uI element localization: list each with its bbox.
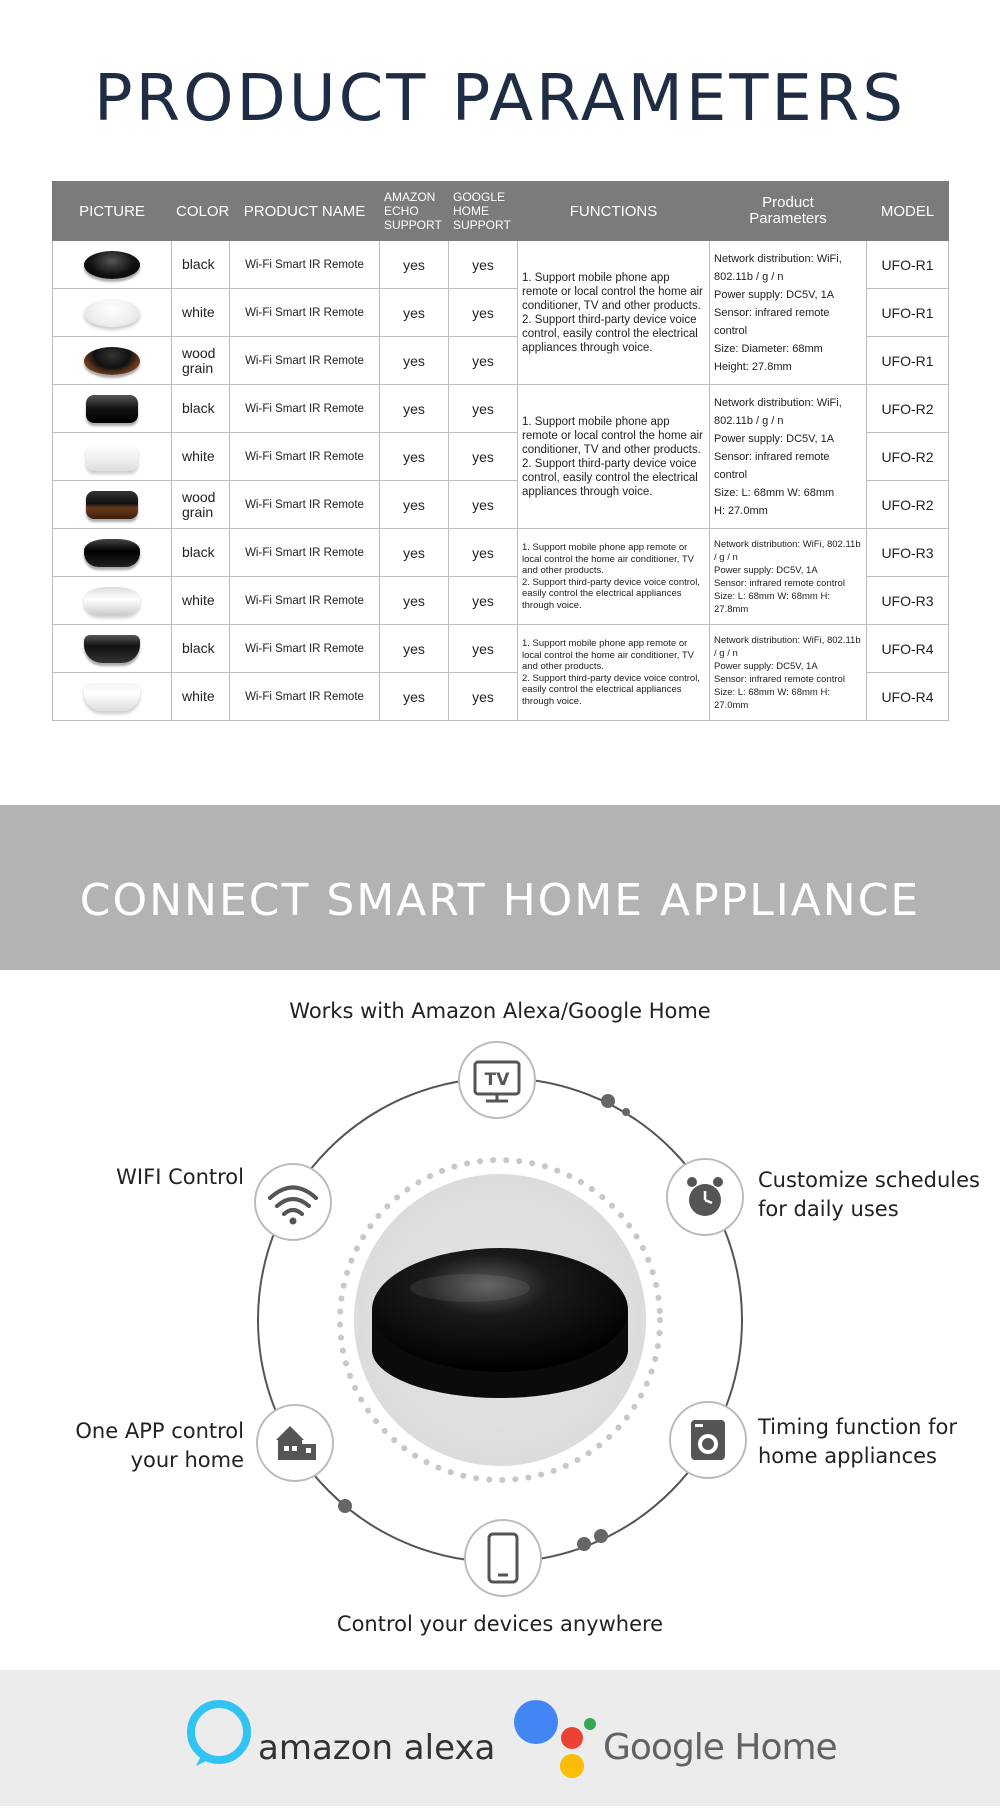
product-picture xyxy=(53,625,172,673)
model-cell: UFO-R1 xyxy=(867,241,949,289)
parameter-item: Network distribution: WiFi, 802.11b / g / n xyxy=(714,252,842,283)
parameter-item: Sensor: infrared remote control xyxy=(714,673,845,685)
device-wood-square-image xyxy=(86,491,138,519)
color-cell: white xyxy=(172,289,230,337)
function-item: 2. Support third-party device voice control, easily control the electrical appliances through voice. xyxy=(522,576,700,611)
device-black-bowl-image xyxy=(84,635,140,663)
product-picture xyxy=(53,673,172,721)
table-header-row xyxy=(53,182,949,241)
device-wood-round-image xyxy=(84,347,140,375)
alarm-clock-icon xyxy=(667,1159,743,1235)
device-white-bowl-image xyxy=(84,683,140,711)
feature-wifi-control: WIFI Control xyxy=(116,1165,244,1189)
parameter-item: Sensor: infrared remote control xyxy=(714,306,830,337)
functions-cell xyxy=(518,529,710,625)
feature-line: for daily uses xyxy=(758,1197,899,1221)
product-name-cell: Wi-Fi Smart IR Remote xyxy=(230,673,380,721)
parameter-item: Size: L: 68mm W: 68mm H: 27.0mm xyxy=(714,686,830,711)
table-row xyxy=(53,625,949,673)
device-white-square-image xyxy=(86,443,138,471)
echo-support-cell: yes xyxy=(380,529,449,577)
parameters-table xyxy=(52,181,949,721)
functions-cell xyxy=(518,625,710,721)
partner-logos-bar xyxy=(0,1670,1000,1806)
product-picture xyxy=(53,241,172,289)
echo-support-cell: yes xyxy=(380,241,449,289)
function-item: 2. Support third-party device voice control, easily control the electrical appliances through voice. xyxy=(522,313,698,354)
echo-support-cell: yes xyxy=(380,481,449,529)
function-item: 1. Support mobile phone app remote or local control the home air conditioner, TV and other products. xyxy=(522,638,694,672)
functions-cell xyxy=(518,241,710,385)
feature-line: One APP control xyxy=(75,1419,244,1443)
echo-support-cell: yes xyxy=(380,337,449,385)
header-product-name: PRODUCT NAME xyxy=(230,182,380,241)
product-name-cell: Wi-Fi Smart IR Remote xyxy=(230,481,380,529)
device-black-square-image xyxy=(86,395,138,423)
feature-schedules xyxy=(758,1166,998,1224)
product-name-cell: Wi-Fi Smart IR Remote xyxy=(230,337,380,385)
feature-bottom-label: Control your devices anywhere xyxy=(336,1612,664,1636)
table-row xyxy=(53,385,949,433)
echo-support-cell: yes xyxy=(380,625,449,673)
product-picture xyxy=(53,481,172,529)
feature-diagram xyxy=(0,970,1000,1670)
product-name-cell: Wi-Fi Smart IR Remote xyxy=(230,241,380,289)
color-cell: black xyxy=(172,529,230,577)
functions-cell xyxy=(518,385,710,529)
color-cell: wood grain xyxy=(172,337,230,385)
parameter-item: Height: 27.8mm xyxy=(714,360,792,373)
google-support-cell: yes xyxy=(449,433,518,481)
parameter-item: Sensor: infrared remote control xyxy=(714,450,830,481)
ring-dot xyxy=(338,1499,352,1513)
google-support-cell: yes xyxy=(449,385,518,433)
page-title: PRODUCT PARAMETERS xyxy=(94,62,906,136)
feature-line: Timing function for xyxy=(758,1415,957,1439)
model-cell: UFO-R2 xyxy=(867,481,949,529)
google-support-cell: yes xyxy=(449,673,518,721)
parameters-cell xyxy=(710,529,867,625)
model-cell: UFO-R4 xyxy=(867,625,949,673)
echo-support-cell: yes xyxy=(380,433,449,481)
echo-support-cell: yes xyxy=(380,289,449,337)
device-black-round-image xyxy=(84,251,140,279)
model-cell: UFO-R3 xyxy=(867,577,949,625)
feature-line: home appliances xyxy=(758,1444,937,1468)
device-white-cylinder-image xyxy=(84,587,140,615)
device-black-cylinder-image xyxy=(84,539,140,567)
google-support-cell: yes xyxy=(449,337,518,385)
function-item: 1. Support mobile phone app remote or local control the home air conditioner, TV and other products. xyxy=(522,271,703,312)
parameters-cell xyxy=(710,241,867,385)
parameter-item: Size: L: 68mm W: 68mm xyxy=(714,486,835,499)
parameter-item: H: 27.0mm xyxy=(714,504,768,517)
feature-line: your home xyxy=(130,1448,244,1472)
header-google-home-support: GOOGLE HOME SUPPORT xyxy=(449,182,518,241)
header-model: MODEL xyxy=(867,182,949,241)
partner-logos-graphic xyxy=(0,1670,1000,1806)
color-cell: white xyxy=(172,433,230,481)
model-cell: UFO-R2 xyxy=(867,433,949,481)
ring-dot xyxy=(577,1537,591,1551)
header-amazon-echo-support: AMAZON ECHO SUPPORT xyxy=(380,182,449,241)
house-icon xyxy=(257,1405,333,1481)
feature-line: Customize schedules xyxy=(758,1168,980,1192)
feature-diagram-graphic xyxy=(0,970,1000,1670)
washing-machine-icon xyxy=(670,1402,746,1478)
alexa-wordmark: amazon alexa xyxy=(258,1728,496,1768)
parameter-item: Network distribution: WiFi, 802.11b / g / n xyxy=(714,538,861,563)
function-item: 2. Support third-party device voice control, easily control the electrical appliances through voice. xyxy=(522,457,698,498)
ring-dot xyxy=(601,1094,615,1108)
table-row xyxy=(53,241,949,289)
parameter-item: Network distribution: WiFi, 802.11b / g / n xyxy=(714,634,861,659)
ring-dot xyxy=(622,1108,630,1116)
parameter-item: Size: L: 68mm W: 68mm H: 27.8mm xyxy=(714,590,830,615)
parameter-item: Power supply: DC5V, 1A xyxy=(714,432,835,445)
google-support-cell: yes xyxy=(449,625,518,673)
google-support-cell: yes xyxy=(449,289,518,337)
echo-support-cell: yes xyxy=(380,385,449,433)
product-name-cell: Wi-Fi Smart IR Remote xyxy=(230,625,380,673)
product-parameters-section xyxy=(0,0,1000,805)
parameter-item: Power supply: DC5V, 1A xyxy=(714,660,818,672)
color-cell: black xyxy=(172,241,230,289)
ring-dot xyxy=(594,1529,608,1543)
product-picture xyxy=(53,529,172,577)
table-row xyxy=(53,529,949,577)
header-color: COLOR xyxy=(172,182,230,241)
product-picture xyxy=(53,289,172,337)
parameter-item: Power supply: DC5V, 1A xyxy=(714,564,818,576)
color-cell: black xyxy=(172,385,230,433)
google-support-cell: yes xyxy=(449,577,518,625)
alexa-logo-icon xyxy=(191,1704,247,1766)
header-product-parameters-text: Product Parameters xyxy=(749,194,827,227)
feature-timing xyxy=(758,1413,998,1471)
product-name-cell: Wi-Fi Smart IR Remote xyxy=(230,529,380,577)
product-name-cell: Wi-Fi Smart IR Remote xyxy=(230,433,380,481)
echo-support-cell: yes xyxy=(380,673,449,721)
product-picture xyxy=(53,337,172,385)
model-cell: UFO-R1 xyxy=(867,289,949,337)
model-cell: UFO-R2 xyxy=(867,385,949,433)
color-cell: wood grain xyxy=(172,481,230,529)
feature-top-label: Works with Amazon Alexa/Google Home xyxy=(289,999,711,1023)
smartphone-icon xyxy=(465,1520,541,1596)
parameter-item: Size: Diameter: 68mm xyxy=(714,342,823,355)
header-product-parameters xyxy=(710,182,867,241)
echo-support-cell: yes xyxy=(380,577,449,625)
function-item: 2. Support third-party device voice control, easily control the electrical appliances through voice. xyxy=(522,672,700,707)
parameter-item: Sensor: infrared remote control xyxy=(714,577,845,589)
google-assistant-logo-icon xyxy=(514,1700,596,1778)
feature-app-control xyxy=(40,1417,244,1475)
function-item: 1. Support mobile phone app remote or local control the home air conditioner, TV and other products. xyxy=(522,415,703,456)
connect-title: CONNECT SMART HOME APPLIANCE xyxy=(79,875,921,926)
device-white-round-image xyxy=(84,299,140,327)
google-support-cell: yes xyxy=(449,481,518,529)
hub-device-image xyxy=(372,1248,628,1398)
header-picture: PICTURE xyxy=(53,182,172,241)
tv-icon-text: TV xyxy=(484,1070,510,1090)
color-cell: white xyxy=(172,577,230,625)
parameter-item: Network distribution: WiFi, 802.11b / g / n xyxy=(714,396,842,427)
wifi-icon xyxy=(255,1164,331,1240)
color-cell: black xyxy=(172,625,230,673)
model-cell: UFO-R3 xyxy=(867,529,949,577)
header-functions: FUNCTIONS xyxy=(518,182,710,241)
tv-icon xyxy=(459,1042,535,1118)
product-picture xyxy=(53,577,172,625)
parameters-cell xyxy=(710,625,867,721)
product-name-cell: Wi-Fi Smart IR Remote xyxy=(230,577,380,625)
google-support-cell: yes xyxy=(449,529,518,577)
model-cell: UFO-R1 xyxy=(867,337,949,385)
product-name-cell: Wi-Fi Smart IR Remote xyxy=(230,289,380,337)
google-home-wordmark: Google Home xyxy=(603,1727,837,1768)
parameter-item: Power supply: DC5V, 1A xyxy=(714,288,835,301)
color-cell: white xyxy=(172,673,230,721)
product-picture xyxy=(53,433,172,481)
product-picture xyxy=(53,385,172,433)
google-support-cell: yes xyxy=(449,241,518,289)
model-cell: UFO-R4 xyxy=(867,673,949,721)
parameters-cell xyxy=(710,385,867,529)
function-item: 1. Support mobile phone app remote or local control the home air conditioner, TV and other products. xyxy=(522,542,694,576)
product-name-cell: Wi-Fi Smart IR Remote xyxy=(230,385,380,433)
